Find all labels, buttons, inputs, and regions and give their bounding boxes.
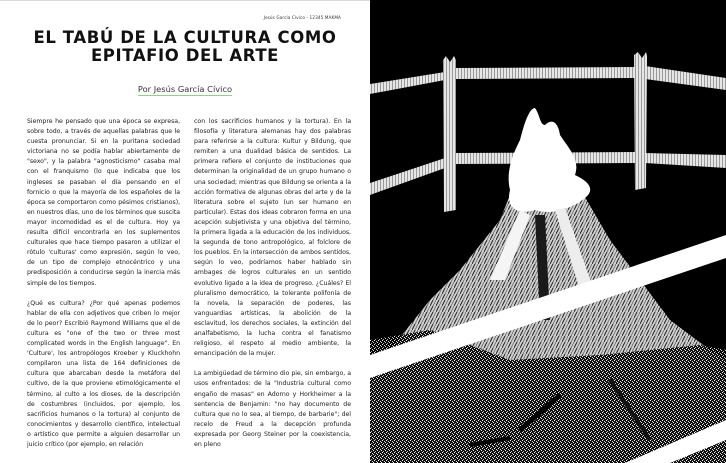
title-line-1: EL TABÚ DE LA CULTURA COMO bbox=[33, 28, 337, 47]
running-header: Jesús García Cívico - 12345 MAKMA bbox=[263, 15, 341, 20]
title-line-2: EPITAFIO DEL ARTE bbox=[90, 46, 280, 65]
paragraph: ¿Qué es cultura? ¿Por qué apenas podemos hablar de ella con adjetivos que criben lo mejor de lo peor? Escribió Raymond Williams que el de cultura es "one of the two or three most complicated words in the English language". En 'Culture', los antropólogos Kroeber y Kluckhohn compilaron una lista de 164 definiciones de cultura que abarcaban desde la metáfora del cultivo, de la que proviene etimológicamente el término, al culto a los dioses, de la descripción de costumbres (incluidos, por ejemplo, los sacrificios humanos o la tortura) al conjunto de conocimientos y desarrollo científico, intelectual o artístico que permite a alguien desarrollar un juicio crítico (por ejemplo, en relación bbox=[27, 299, 181, 448]
paragraph: con los sacrificios humanos y la tortura). En la filosofía y literatura alemanas hay dos palabras para referirse a la cultura: Kultur y Bildung, que remiten a una dualidad básica de sentidos. La primera refiere el conjunto de instituciones que determinan la originalidad de un grupo humano o una sociedad; mientras que Bildung se orienta a la acción formativa de algunas obras del arte y de la literatura sobre el sujeto (un ser humano en particular). Estas dos ideas cobraron forma en una acepción subjetivista y una objetiva del término, la primera ligada a la educación de los individuos, la segunda de tono antropológico, al folclore de los pueblos. En la intersección de ambos sentidos, según lo veo, podríamos haber hablado sin ambages de logros culturales en un sentido evolutivo ligado a la idea de progreso. ¿Cuáles? El pluralismo democrático, la tolerante polifonía de la novela, la separación de poderes, las vanguardias artísticas, la abolición de la esclavitud, los derechos sociales, la extinción del analfabetismo, la lucha contra el fanatismo religioso, el respeto al medio ambiente, la emancipación de la mujer. bbox=[194, 118, 351, 358]
text-column-2 bbox=[194, 117, 351, 460]
article-body bbox=[27, 117, 351, 460]
paragraph: Siempre he pensado que una época se expresa, sobre todo, a través de aquellas palabras que le cuesta pronunciar. Si en la puritana sociedad victoriana no se podía hablar abiertamente de "sexo", y la palabra "agnosticismo" casaba mal con el franquismo (lo que indicaba que los ingleses se pasaban el día pensando en el fornicio o que la mayoría de los españoles de la época se comportaron como pésimos cristianos), en nuestros días, uno de los términos que suscita mayor incomodidad es el de cultura. Hoy ya resulta difícil encontrarla en los suplementos culturales que hace tiempo pasaron a utilizar el rótulo 'culturas' como expresión, según lo veo, de un tipo de complejo etnocéntrico y una predisposición a conducirse según la inercia más simple de los tiempos. bbox=[27, 118, 181, 287]
illustration-page bbox=[370, 0, 726, 463]
paragraph: La ambigüedad de término dio pie, sin embargo, a usos enfrentados: de la "Industria cultural como engaño de masas" en Adorno y Horkheimer a la sentencia de Benjamin: "no hay documento de cultura que no lo sea, al tiempo, de barbarie"; del recelo de Freud a la decepción profunda expresada por Georg Steiner por la coexistencia, en pleno bbox=[194, 370, 351, 448]
text-column-1 bbox=[27, 117, 180, 460]
article-title bbox=[0, 29, 370, 65]
author-byline: Por Jesús García Cívico bbox=[137, 84, 233, 94]
mountain-fence-illustration bbox=[370, 0, 726, 463]
byline-container bbox=[0, 77, 370, 96]
